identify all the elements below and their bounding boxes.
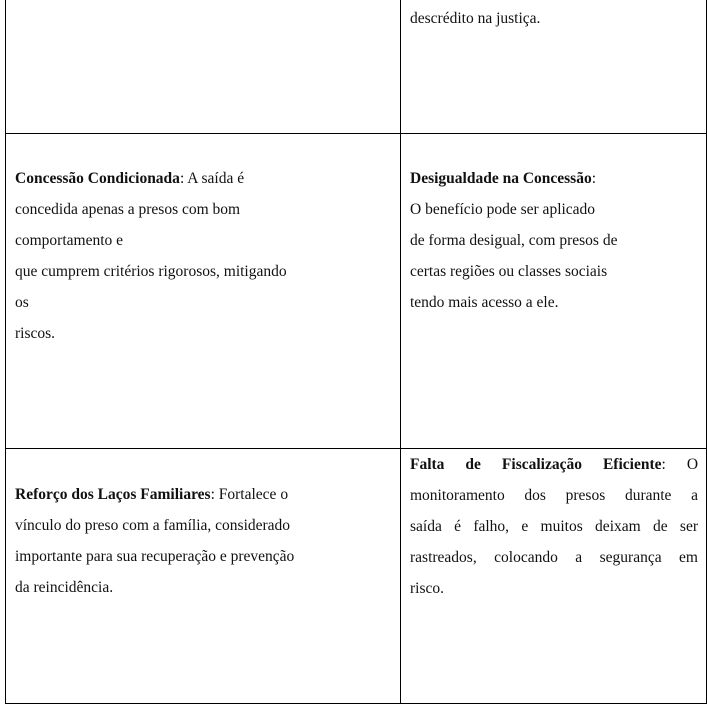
comparison-table — [5, 0, 707, 704]
heading-suffix: : O — [661, 456, 699, 473]
cell-heading: Desigualdade na Concessão — [410, 170, 592, 187]
text-line: vínculo do preso com a família, considerado — [15, 517, 291, 534]
cell-text — [410, 3, 698, 34]
cell-text — [15, 479, 392, 603]
table-row — [6, 449, 707, 704]
cell-text — [410, 163, 698, 318]
table-row — [6, 134, 707, 449]
text-line — [15, 163, 392, 194]
cell-text — [410, 449, 698, 604]
table-cell-row3-left — [6, 449, 401, 704]
text-line: certas regiões ou classes sociais — [410, 263, 608, 280]
text-line: importante para sua recuperação e prevenção — [15, 548, 295, 565]
text-line: monitoramento dos presos durante a — [410, 487, 698, 504]
text-line — [410, 449, 698, 480]
text-line: saída é falho, e muitos deixam de ser — [410, 518, 698, 535]
table-cell-row2-left — [6, 134, 401, 449]
table-cell-row1-right — [401, 0, 707, 134]
text-line: comportamento e — [15, 232, 124, 249]
text-line: da reincidência. — [15, 579, 114, 596]
table-cell-row2-right — [401, 134, 707, 449]
table-row — [6, 0, 707, 134]
heading-suffix: : A saída é — [179, 170, 245, 187]
cell-text — [15, 163, 392, 349]
text-line: risco. — [410, 580, 445, 597]
text-line — [15, 479, 392, 510]
table-cell-row1-left — [6, 0, 401, 134]
text-line: concedida apenas a presos com bom — [15, 201, 241, 218]
heading-suffix: : — [591, 170, 597, 187]
heading-suffix: : Fortalece o — [210, 486, 289, 503]
text-line: os — [15, 294, 29, 311]
table-cell-row3-right — [401, 449, 707, 704]
text-line: O benefício pode ser aplicado — [410, 201, 596, 218]
text-line — [410, 163, 698, 194]
text-line: de forma desigual, com presos de — [410, 232, 618, 249]
cell-heading: Concessão Condicionada — [15, 170, 180, 187]
text-line: rastreados, colocando a segurança em — [410, 549, 698, 566]
text-line: que cumprem critérios rigorosos, mitigando — [15, 263, 287, 280]
text-line: tendo mais acesso a ele. — [410, 294, 559, 311]
text-line: riscos. — [15, 325, 56, 342]
cell-heading: Reforço dos Laços Familiares — [15, 486, 211, 503]
text-line: descrédito na justiça. — [410, 10, 541, 27]
cell-heading: Falta de Fiscalização Eficiente — [410, 456, 662, 473]
